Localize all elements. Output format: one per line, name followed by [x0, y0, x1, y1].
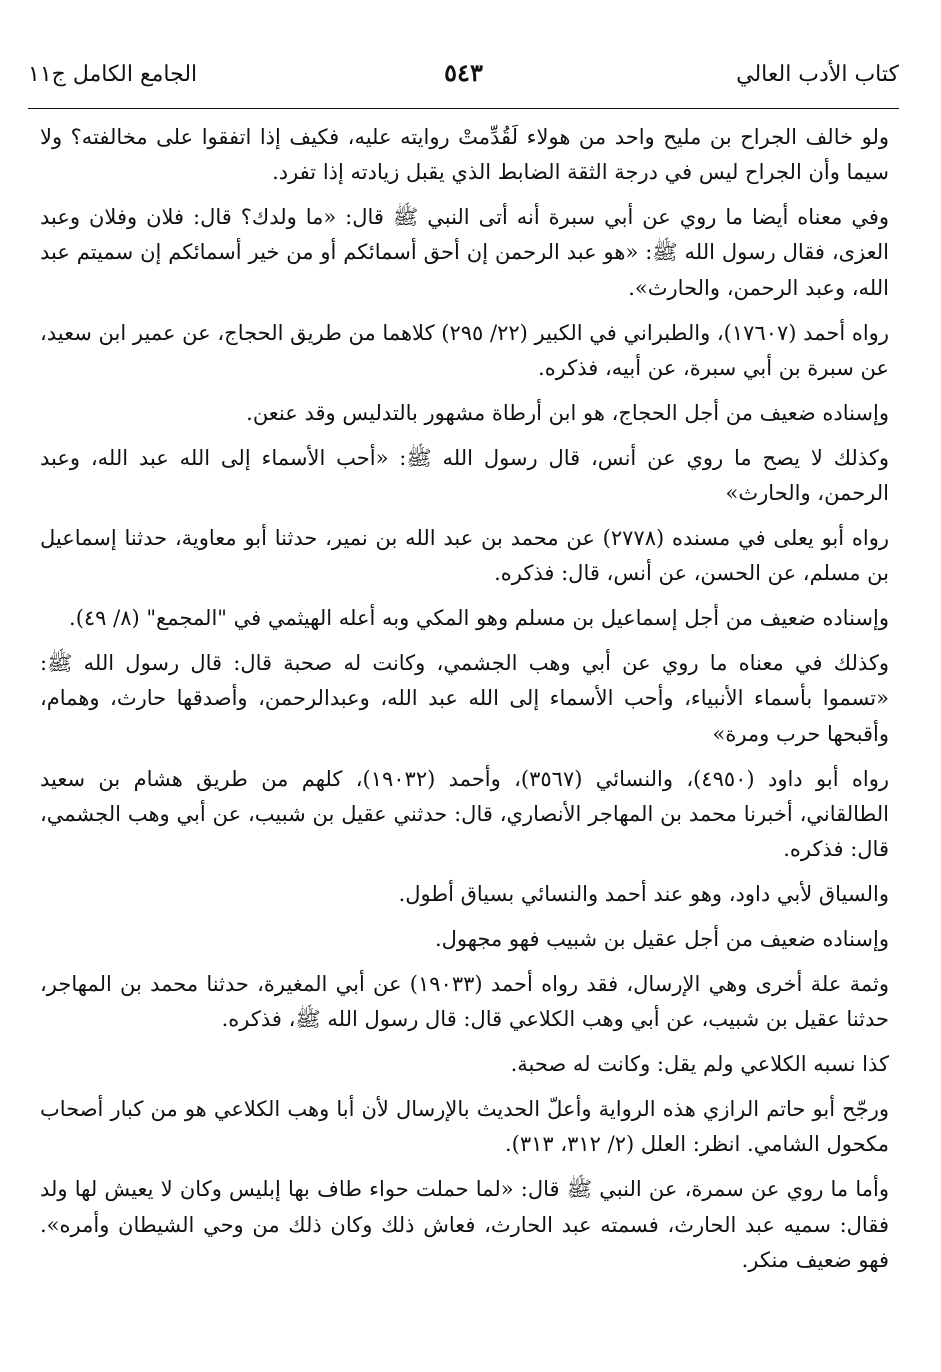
page-number: ٥٤٣	[444, 58, 483, 87]
header-divider	[28, 108, 899, 109]
paragraph: وإسناده ضعيف من أجل عقيل بن شبيب فهو مجهول.	[434, 927, 889, 952]
volume-title: الجامع الكامل ج١١	[28, 62, 198, 87]
paragraph: ورجّح أبو حاتم الرازي هذه الرواية وأعلّ الحديث بالإرسال لأن أبا وهب الكلاعي هو من كبار أصحاب مكحول الشامي. انظر: العلل (٢/ ٣١٢، ٣١٣).	[40, 1097, 889, 1157]
paragraph: وأما ما روي عن سمرة، عن النبي ﷺ قال: «لما حملت حواء طاف بها إبليس وكان لا يعيش لها ولد فقال: سميه عبد الحارث، فسمته عبد الحارث، فعاش ذلك وكان ذلك من وحي الشيطان وأمره». فهو ضعيف منكر.	[40, 1177, 889, 1272]
main-text	[40, 120, 889, 1288]
paragraph: وإسناده ضعيف من أجل الحجاج، هو ابن أرطاة مشهور بالتدليس وقد عنعن.	[246, 400, 889, 425]
paragraph: ولو خالف الجراح بن مليح واحد من هولاء لَقُدِّمتْ روايته عليه، فكيف إذا اتفقوا على مخالفته؟ ولا سيما وأن الجراح ليس في درجة الثقة الضابط الذي يقبل زيادته إذا تفرد.	[40, 125, 889, 185]
paragraph: وكذلك لا يصح ما روي عن أنس، قال رسول الله ﷺ: «أحب الأسماء إلى الله عبد الله، وعبد الرحمن، والحارث»	[40, 445, 889, 506]
running-header	[28, 56, 899, 98]
paragraph: رواه أبو داود (٤٩٥٠)، والنسائي (٣٥٦٧)، وأحمد (١٩٠٣٢)، كلهم من طريق هشام بن سعيد الطالقاني، أخبرنا محمد بن المهاجر الأنصاري، قال: حدثني عقيل بن شبيب، عن أبي وهب الجشمي، قال: فذكره.	[40, 766, 889, 862]
paragraph: وثمة علة أخرى وهي الإرسال، فقد رواه أحمد (١٩٠٣٣) عن أبي المغيرة، حدثنا محمد بن المهاجر، حدثنا عقيل بن شبيب، عن أبي وهب الكلاعي قال: قال رسول الله ﷺ، فذكره.	[40, 972, 890, 1032]
paragraph: وإسناده ضعيف من أجل إسماعيل بن مسلم وهو المكي وبه أعله الهيثمي في "المجمع" (٨/ ٤٩).	[69, 606, 889, 631]
paragraph: كذا نسبه الكلاعي ولم يقل: وكانت له صحبة.	[510, 1052, 889, 1077]
paragraph: رواه أحمد (١٧٦٠٧)، والطبراني في الكبير (٢٢/ ٢٩٥) كلاهما من طريق الحجاج، عن عمير ابن سعيد، عن سبرة بن أبي سبرة، عن أبيه، فذكره.	[40, 320, 889, 380]
paragraph: وفي معناه أيضا ما روي عن أبي سبرة أنه أتى النبي ﷺ قال: «ما ولدك؟ قال: فلان وفلان وعبد العزى، فقال رسول الله ﷺ: «هو عبد الرحمن إن أحق أسمائكم أو من خير أسمائكم إن سميتم عبد الله، وعبد الرحمن، والحارث».	[40, 205, 889, 300]
book-title: كتاب الأدب العالي	[736, 62, 899, 87]
paragraph: وكذلك في معناه ما روي عن أبي وهب الجشمي، وكانت له صحبة قال: قال رسول الله ﷺ: «تسموا بأسماء الأنبياء، وأحب الأسماء إلى الله عبد الله، وعبدالرحمن، وأصدقها حارث، وهمام، وأقبحها حرب ومرة»	[40, 651, 889, 746]
paragraph: والسياق لأبي داود، وهو عند أحمد والنسائي بسياق أطول.	[398, 882, 889, 907]
paragraph: رواه أبو يعلى في مسنده (٢٧٧٨) عن محمد بن عبد الله بن نمير، حدثنا أبو معاوية، حدثنا إسماعيل بن مسلم، عن الحسن، عن أنس، قال: فذكره.	[40, 526, 889, 586]
